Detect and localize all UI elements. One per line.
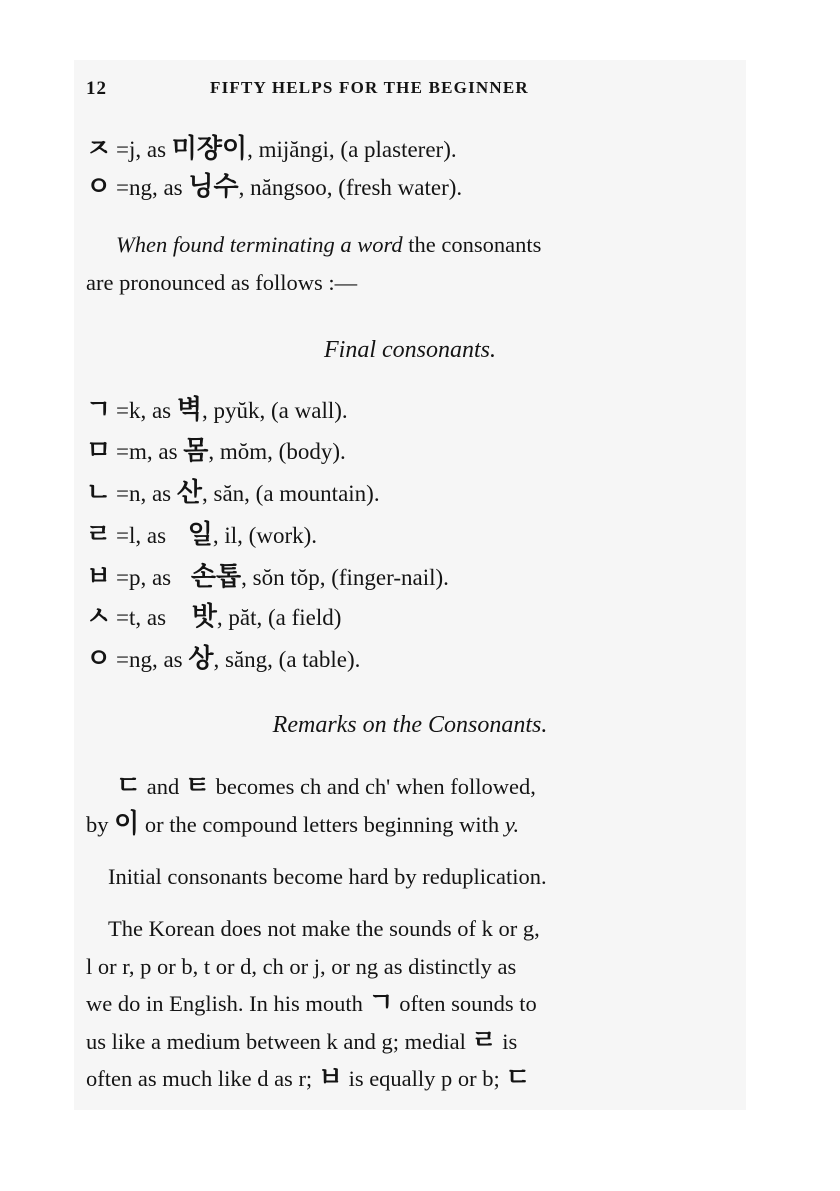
remark-paragraph-1: ㄷ and ㅌ becomes ch and ch' when followed, by 이 or the compound letters beginning with y. [86, 771, 536, 839]
remark-paragraph-3: The Korean does not make the sounds of k or g, l or r, p or b, t or d, ch or j, or ng as distinctly as we do in English. In his mouth ㄱ often sounds to us like a medium between k and g; medial ㄹ is often as much like d as r; ㅂ is equally p or b; ㄷ [86, 916, 540, 1093]
jamo-letter: ㅇ [86, 172, 112, 202]
intro-line-2: are pronounced as follows :— [86, 269, 358, 295]
example-row-ng: ㅇ =ng, as 닝수, năngsoo, (fresh water). [86, 172, 463, 202]
remarks-heading: Remarks on the Consonants. [272, 712, 548, 738]
final-row-t: ㅅ =t, as 밧, păt, (a field) [86, 602, 342, 632]
running-title: FIFTY HELPS FOR THE BEGINNER [210, 78, 529, 97]
intro-italic: When found terminating a word [116, 232, 403, 257]
final-row-k: ㄱ =k, as 벽, pyŭk, (a wall). [86, 395, 348, 425]
jamo-letter: ㅈ [86, 134, 112, 164]
example-row-j: ㅈ =j, as 미쟝이, mijăngi, (a plasterer). [86, 134, 457, 164]
korean-word: 닝수 [188, 172, 239, 202]
final-row-ng: ㅇ =ng, as 상, săng, (a table). [86, 644, 361, 674]
page-number: 12 [86, 78, 107, 99]
korean-word: 미쟝이 [171, 134, 248, 164]
intro-paragraph: When found terminating a word the consonants are pronounced as follows :— [86, 226, 736, 301]
final-row-l: ㄹ =l, as 일, il, (work). [86, 520, 318, 550]
final-row-m: ㅁ =m, as 몸, mŏm, (body). [86, 436, 346, 466]
remark-paragraph-2: Initial consonants become hard by reduplication. [108, 864, 547, 889]
final-consonants-heading: Final consonants. [324, 337, 496, 363]
final-row-p: ㅂ =p, as 손톱, sŏn tŏp, (finger-nail). [86, 562, 449, 592]
final-row-n: ㄴ =n, as 산, săn, (a mountain). [86, 478, 380, 508]
